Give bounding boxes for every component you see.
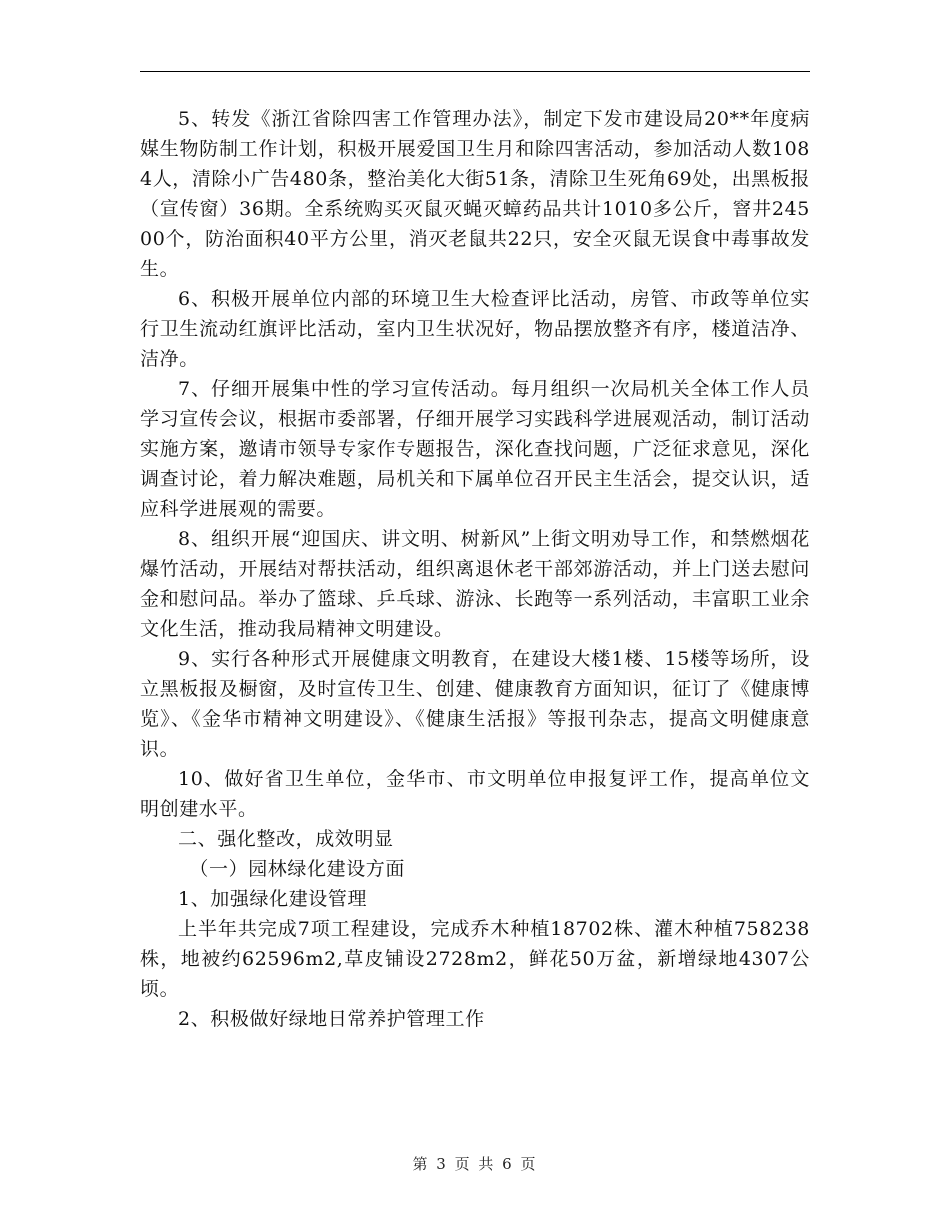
section-heading-2: 二、强化整改，成效明显 bbox=[178, 828, 394, 850]
paragraph-item-10: 10、做好省卫生单位，金华市、市文明单位申报复评工作，提高单位文明创建水平。 bbox=[140, 768, 810, 820]
paragraph-item-8: 8、组织开展“迎国庆、讲文明、树新风”上街文明劝导工作，和禁燃烟花爆竹活动，开展结对帮扶活动，组织离退休老干部郊游活动，并上门送去慰问金和慰问品。举办了篮球、乒乓球、游泳、长跑等一系列活动，丰富职工业余文化生活，推动我局精神文明建设。 bbox=[140, 528, 810, 640]
item-heading-2: 2、积极做好绿地日常养护管理工作 bbox=[178, 1008, 485, 1030]
header-rule bbox=[140, 71, 810, 72]
paragraph-item-5: 5、转发《浙江省除四害工作管理办法》，制定下发市建设局20**年度病媒生物防制工作计划，积极开展爱国卫生月和除四害活动，参加活动人数1084人，清除小广告480条，整治美化大街51条，清除卫生死角69处，出黑板报（宣传窗）36期。全系统购买灭鼠灭蝇灭蟑药品共计1010多公斤，窨井24500个，防治面积40平方公里，消灭老鼠共22只，安全灭鼠无误食中毒事故发生。 bbox=[140, 108, 810, 280]
page-number: 第 3 页 共 6 页 bbox=[412, 1155, 538, 1173]
subsection-heading-1: （一）园林绿化建设方面 bbox=[189, 858, 405, 880]
item-heading-1: 1、加强绿化建设管理 bbox=[178, 888, 368, 910]
paragraph-item-9: 9、实行各种形式开展健康文明教育，在建设大楼1楼、15楼等场所，设立黑板报及橱窗，及时宣传卫生、创建、健康教育方面知识，征订了《健康博览》、《金华市精神文明建设》、《健康生活报》等报刊杂志，提高文明健康意识。 bbox=[140, 648, 810, 760]
paragraph-item-6: 6、积极开展单位内部的环境卫生大检查评比活动，房管、市政等单位实行卫生流动红旗评比活动，室内卫生状况好，物品摆放整齐有序，楼道洁净、洁净。 bbox=[140, 288, 810, 370]
paragraph-greening-summary: 上半年共完成7项工程建设，完成乔木种植18702株、灌木种植758238株，地被约62596m2,草皮铺设2728m2，鲜花50万盆，新增绿地4307公顷。 bbox=[140, 918, 810, 1000]
document-body bbox=[140, 104, 810, 1034]
paragraph-item-7: 7、仔细开展集中性的学习宣传活动。每月组织一次局机关全体工作人员学习宣传会议，根据市委部署，仔细开展学习实践科学进展观活动，制订活动实施方案，邀请市领导专家作专题报告，深化查找问题，广泛征求意见，深化调查讨论，着力解决难题，局机关和下属单位召开民主生活会，提交认识，适应科学进展观的需要。 bbox=[140, 378, 810, 520]
